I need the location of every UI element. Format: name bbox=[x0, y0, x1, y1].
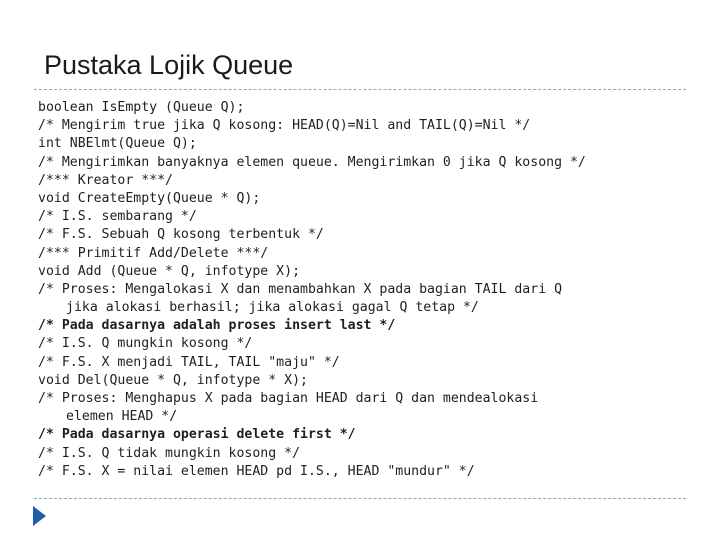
code-line: /*** Primitif Add/Delete ***/ bbox=[38, 245, 269, 261]
top-divider bbox=[34, 89, 686, 90]
code-line: /* F.S. Sebuah Q kosong terbentuk */ bbox=[38, 227, 324, 243]
code-line: /* F.S. X menjadi TAIL, TAIL "maju" */ bbox=[38, 354, 340, 370]
code-line: /*** Kreator ***/ bbox=[38, 172, 173, 188]
code-line: void CreateEmpty(Queue * Q); bbox=[38, 190, 261, 206]
code-line: /* Pada dasarnya adalah proses insert last */ bbox=[38, 318, 396, 334]
code-line: /* I.S. Q mungkin kosong */ bbox=[38, 336, 253, 352]
code-line: /* Proses: Mengalokasi X dan menambahkan X pada bagian TAIL dari Q bbox=[38, 281, 563, 297]
code-line: /* F.S. X = nilai elemen HEAD pd I.S., HEAD "mundur" */ bbox=[38, 463, 475, 479]
code-line: /* Pada dasarnya operasi delete first */ bbox=[38, 427, 356, 443]
triangle-right-icon bbox=[33, 506, 46, 526]
code-line: /* I.S. sembarang */ bbox=[38, 209, 197, 225]
code-line: boolean IsEmpty (Queue Q); bbox=[38, 100, 245, 115]
code-block bbox=[38, 99, 688, 481]
code-line: /* Mengirim true jika Q kosong: HEAD(Q)=Nil and TAIL(Q)=Nil */ bbox=[38, 118, 531, 134]
code-line: int NBElmt(Queue Q); bbox=[38, 136, 197, 152]
code-line: /* Mengirimkan banyaknya elemen queue. Mengirimkan 0 jika Q kosong */ bbox=[38, 154, 586, 170]
code-line: /* Proses: Menghapus X pada bagian HEAD dari Q dan mendealokasi bbox=[38, 391, 539, 406]
code-line: /* I.S. Q tidak mungkin kosong */ bbox=[38, 445, 301, 461]
code-line: void Del(Queue * Q, infotype * X); bbox=[38, 372, 308, 388]
code-line: void Add (Queue * Q, infotype X); bbox=[38, 263, 301, 279]
slide-title: Pustaka Lojik Queue bbox=[44, 50, 294, 80]
code-line: elemen HEAD */ bbox=[66, 409, 178, 425]
code-line: jika alokasi berhasil; jika alokasi gagal Q tetap */ bbox=[66, 300, 479, 316]
bottom-divider bbox=[34, 498, 686, 499]
